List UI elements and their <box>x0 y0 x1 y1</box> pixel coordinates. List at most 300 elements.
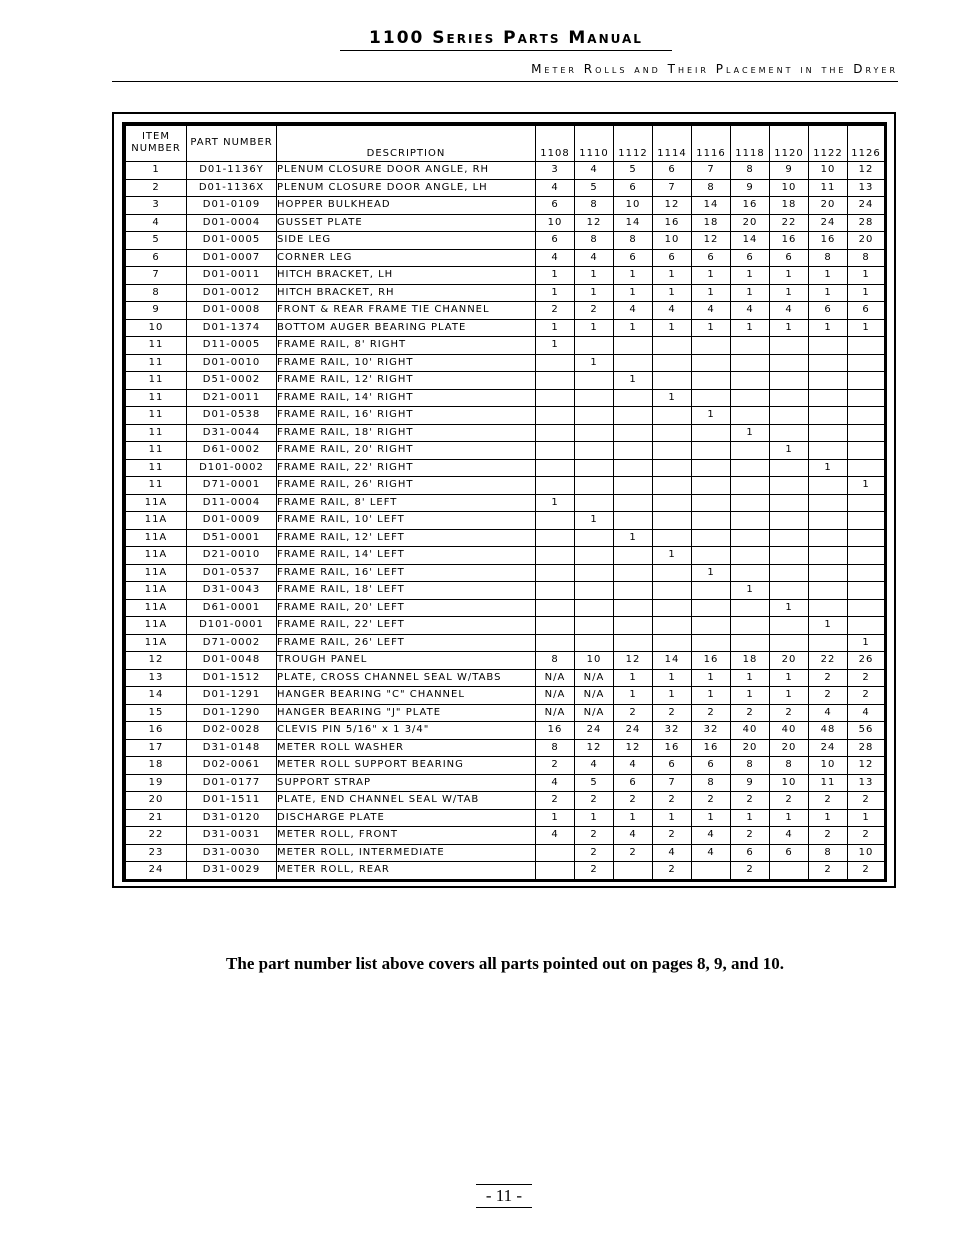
quantity-cell: 1 <box>692 319 731 337</box>
quantity-cell: 24 <box>809 214 848 232</box>
table-row <box>126 739 885 757</box>
quantity-cell: 2 <box>731 792 770 810</box>
part-number-cell: D71-0002 <box>187 634 277 652</box>
quantity-cell <box>536 407 575 425</box>
quantity-cell: 1 <box>653 809 692 827</box>
quantity-cell <box>536 372 575 390</box>
item-number-cell: 5 <box>126 232 187 250</box>
quantity-cell: 8 <box>536 652 575 670</box>
quantity-cell <box>614 389 653 407</box>
quantity-cell <box>614 424 653 442</box>
quantity-cell <box>809 512 848 530</box>
quantity-cell <box>809 424 848 442</box>
part-number-cell: D31-0044 <box>187 424 277 442</box>
item-number-cell: 17 <box>126 739 187 757</box>
quantity-cell <box>848 617 885 635</box>
quantity-cell: 3 <box>536 162 575 180</box>
item-number-cell: 11A <box>126 512 187 530</box>
quantity-cell <box>653 372 692 390</box>
quantity-cell: 1 <box>809 459 848 477</box>
quantity-cell: 20 <box>731 214 770 232</box>
quantity-cell <box>770 862 809 880</box>
quantity-cell: 1 <box>770 267 809 285</box>
quantity-cell: 4 <box>770 302 809 320</box>
quantity-cell <box>770 424 809 442</box>
quantity-cell <box>575 564 614 582</box>
quantity-cell <box>653 407 692 425</box>
quantity-cell <box>809 407 848 425</box>
description-cell: GUSSET PLATE <box>277 214 536 232</box>
quantity-cell: 4 <box>770 827 809 845</box>
quantity-cell: 1 <box>536 809 575 827</box>
quantity-cell <box>653 582 692 600</box>
quantity-cell <box>692 354 731 372</box>
table-row <box>126 197 885 215</box>
description-cell: CORNER LEG <box>277 249 536 267</box>
quantity-cell <box>575 442 614 460</box>
quantity-cell <box>809 477 848 495</box>
quantity-cell: 2 <box>653 862 692 880</box>
quantity-cell: 1 <box>731 809 770 827</box>
description-cell: PLATE, END CHANNEL SEAL W/TAB <box>277 792 536 810</box>
quantity-cell: 9 <box>770 162 809 180</box>
header-model: 1116 <box>692 126 731 162</box>
quantity-cell <box>848 442 885 460</box>
part-number-cell: D01-0109 <box>187 197 277 215</box>
quantity-cell: 20 <box>770 739 809 757</box>
table-row <box>126 179 885 197</box>
item-number-cell: 21 <box>126 809 187 827</box>
quantity-cell <box>614 442 653 460</box>
quantity-cell <box>575 372 614 390</box>
quantity-cell: 1 <box>809 809 848 827</box>
quantity-cell <box>575 582 614 600</box>
quantity-cell: N/A <box>575 669 614 687</box>
table-row <box>126 564 885 582</box>
part-number-cell: D01-0011 <box>187 267 277 285</box>
quantity-cell: 1 <box>536 267 575 285</box>
quantity-cell: 2 <box>575 827 614 845</box>
quantity-cell: 2 <box>575 862 614 880</box>
item-number-cell: 11A <box>126 529 187 547</box>
quantity-cell: 28 <box>848 739 885 757</box>
quantity-cell: 5 <box>614 162 653 180</box>
quantity-cell: 6 <box>731 249 770 267</box>
quantity-cell: 16 <box>731 197 770 215</box>
quantity-cell: 24 <box>848 197 885 215</box>
description-cell: SUPPORT STRAP <box>277 774 536 792</box>
quantity-cell: 6 <box>536 232 575 250</box>
header-model: 1118 <box>731 126 770 162</box>
quantity-cell <box>731 494 770 512</box>
table-row <box>126 582 885 600</box>
quantity-cell <box>731 372 770 390</box>
quantity-cell: 4 <box>653 844 692 862</box>
quantity-cell: 4 <box>692 844 731 862</box>
quantity-cell: 8 <box>614 232 653 250</box>
quantity-cell: 4 <box>614 757 653 775</box>
quantity-cell: 4 <box>536 774 575 792</box>
header-item-number <box>126 126 187 162</box>
table-row <box>126 249 885 267</box>
quantity-cell: 1 <box>848 319 885 337</box>
quantity-cell: 14 <box>653 652 692 670</box>
quantity-cell: 1 <box>536 337 575 355</box>
quantity-cell <box>614 354 653 372</box>
quantity-cell: 48 <box>809 722 848 740</box>
quantity-cell: 4 <box>536 249 575 267</box>
part-number-cell: D01-1136Y <box>187 162 277 180</box>
item-number-cell: 11 <box>126 424 187 442</box>
quantity-cell: 6 <box>770 249 809 267</box>
quantity-cell <box>809 494 848 512</box>
quantity-cell <box>848 389 885 407</box>
quantity-cell: 1 <box>575 319 614 337</box>
quantity-cell <box>848 407 885 425</box>
quantity-cell: 1 <box>653 319 692 337</box>
quantity-cell <box>536 582 575 600</box>
quantity-cell: 9 <box>731 179 770 197</box>
quantity-cell: 12 <box>575 214 614 232</box>
quantity-cell: 20 <box>731 739 770 757</box>
quantity-cell <box>770 529 809 547</box>
quantity-cell: 1 <box>692 809 731 827</box>
quantity-cell: 28 <box>848 214 885 232</box>
quantity-cell <box>848 494 885 512</box>
quantity-cell: 2 <box>848 827 885 845</box>
quantity-cell <box>692 459 731 477</box>
quantity-cell <box>731 407 770 425</box>
item-number-cell: 11A <box>126 494 187 512</box>
quantity-cell: 1 <box>536 494 575 512</box>
quantity-cell: 1 <box>809 284 848 302</box>
item-number-cell: 11 <box>126 337 187 355</box>
table-header-row <box>126 126 885 162</box>
table-row <box>126 844 885 862</box>
table-row <box>126 547 885 565</box>
quantity-cell <box>575 529 614 547</box>
quantity-cell: 1 <box>770 284 809 302</box>
part-number-cell: D31-0043 <box>187 582 277 600</box>
quantity-cell <box>536 617 575 635</box>
quantity-cell <box>575 634 614 652</box>
table-row <box>126 337 885 355</box>
quantity-cell: 1 <box>809 617 848 635</box>
quantity-cell: 18 <box>692 214 731 232</box>
quantity-cell <box>575 547 614 565</box>
quantity-cell: 16 <box>653 739 692 757</box>
description-cell: HANGER BEARING "J" PLATE <box>277 704 536 722</box>
quantity-cell: 6 <box>614 249 653 267</box>
quantity-cell <box>848 424 885 442</box>
quantity-cell: 4 <box>692 302 731 320</box>
quantity-cell: 2 <box>848 669 885 687</box>
table-row <box>126 424 885 442</box>
part-number-cell: D101-0001 <box>187 617 277 635</box>
item-number-cell: 11 <box>126 354 187 372</box>
quantity-cell: 6 <box>614 774 653 792</box>
item-number-cell: 11A <box>126 634 187 652</box>
item-number-cell: 2 <box>126 179 187 197</box>
quantity-cell <box>653 424 692 442</box>
quantity-cell: 13 <box>848 774 885 792</box>
item-number-cell: 11 <box>126 477 187 495</box>
page-title: 1100 Series Parts Manual <box>340 28 672 51</box>
quantity-cell: 8 <box>848 249 885 267</box>
description-cell: METER ROLL, FRONT <box>277 827 536 845</box>
quantity-cell: 1 <box>614 529 653 547</box>
quantity-cell <box>731 459 770 477</box>
item-number-cell: 22 <box>126 827 187 845</box>
quantity-cell: 2 <box>536 792 575 810</box>
quantity-cell <box>848 582 885 600</box>
table-row <box>126 827 885 845</box>
quantity-cell: 1 <box>536 284 575 302</box>
quantity-cell <box>848 547 885 565</box>
description-cell: METER ROLL, REAR <box>277 862 536 880</box>
description-cell: HANGER BEARING "C" CHANNEL <box>277 687 536 705</box>
quantity-cell: 1 <box>536 319 575 337</box>
quantity-cell: 8 <box>536 739 575 757</box>
quantity-cell: 10 <box>848 844 885 862</box>
quantity-cell <box>653 337 692 355</box>
description-cell: PLENUM CLOSURE DOOR ANGLE, RH <box>277 162 536 180</box>
table-row <box>126 757 885 775</box>
quantity-cell: 1 <box>614 284 653 302</box>
quantity-cell: 10 <box>614 197 653 215</box>
quantity-cell: 4 <box>614 827 653 845</box>
quantity-cell: 6 <box>692 249 731 267</box>
quantity-cell <box>692 442 731 460</box>
quantity-cell: 16 <box>692 652 731 670</box>
item-number-cell: 4 <box>126 214 187 232</box>
quantity-cell: 2 <box>809 792 848 810</box>
quantity-cell: 1 <box>770 319 809 337</box>
quantity-cell: 16 <box>653 214 692 232</box>
header-model: 1126 <box>848 126 885 162</box>
quantity-cell: 2 <box>653 792 692 810</box>
quantity-cell: 16 <box>692 739 731 757</box>
quantity-cell: 1 <box>614 372 653 390</box>
description-cell: FRAME RAIL, 26' RIGHT <box>277 477 536 495</box>
quantity-cell <box>731 354 770 372</box>
quantity-cell: 22 <box>770 214 809 232</box>
quantity-cell: 2 <box>692 704 731 722</box>
quantity-cell: 1 <box>614 319 653 337</box>
quantity-cell: 4 <box>575 162 614 180</box>
item-number-cell: 11A <box>126 564 187 582</box>
quantity-cell <box>848 459 885 477</box>
quantity-cell: 2 <box>536 757 575 775</box>
quantity-cell <box>692 337 731 355</box>
quantity-cell: 2 <box>614 792 653 810</box>
quantity-cell: 8 <box>770 757 809 775</box>
description-cell: DISCHARGE PLATE <box>277 809 536 827</box>
table-row <box>126 634 885 652</box>
part-number-cell: D31-0120 <box>187 809 277 827</box>
quantity-cell: 16 <box>770 232 809 250</box>
quantity-cell: 12 <box>692 232 731 250</box>
quantity-cell: 1 <box>653 267 692 285</box>
description-cell: FRAME RAIL, 18' RIGHT <box>277 424 536 442</box>
quantity-cell: 6 <box>536 197 575 215</box>
quantity-cell <box>809 599 848 617</box>
quantity-cell <box>614 512 653 530</box>
quantity-cell <box>770 389 809 407</box>
quantity-cell <box>614 862 653 880</box>
description-cell: FRAME RAIL, 12' LEFT <box>277 529 536 547</box>
part-number-cell: D51-0001 <box>187 529 277 547</box>
quantity-cell: 10 <box>809 757 848 775</box>
table-row <box>126 267 885 285</box>
part-number-cell: D01-0010 <box>187 354 277 372</box>
quantity-cell: 4 <box>575 249 614 267</box>
table-row <box>126 809 885 827</box>
description-cell: METER ROLL, INTERMEDIATE <box>277 844 536 862</box>
quantity-cell: 6 <box>653 162 692 180</box>
table-row <box>126 302 885 320</box>
description-cell: FRONT & REAR FRAME TIE CHANNEL <box>277 302 536 320</box>
quantity-cell: 2 <box>692 792 731 810</box>
part-number-cell: D01-1511 <box>187 792 277 810</box>
item-number-cell: 13 <box>126 669 187 687</box>
quantity-cell: 8 <box>692 179 731 197</box>
quantity-cell <box>731 617 770 635</box>
description-cell: TROUGH PANEL <box>277 652 536 670</box>
part-number-cell: D01-0537 <box>187 564 277 582</box>
quantity-cell: 8 <box>731 162 770 180</box>
quantity-cell <box>848 354 885 372</box>
quantity-cell: 1 <box>770 442 809 460</box>
quantity-cell: 40 <box>731 722 770 740</box>
item-number-cell: 11 <box>126 459 187 477</box>
item-number-cell: 11 <box>126 442 187 460</box>
table-row <box>126 774 885 792</box>
quantity-cell: 1 <box>653 687 692 705</box>
quantity-cell <box>614 582 653 600</box>
part-number-cell: D11-0004 <box>187 494 277 512</box>
quantity-cell: 2 <box>653 704 692 722</box>
table-row <box>126 529 885 547</box>
quantity-cell: 6 <box>692 757 731 775</box>
quantity-cell <box>692 424 731 442</box>
quantity-cell <box>536 844 575 862</box>
quantity-cell: 6 <box>809 302 848 320</box>
quantity-cell <box>692 617 731 635</box>
description-cell: FRAME RAIL, 12' RIGHT <box>277 372 536 390</box>
part-number-cell: D01-0538 <box>187 407 277 425</box>
header-item-number-label: ITEM NUMBER <box>131 131 181 154</box>
part-number-cell: D51-0002 <box>187 372 277 390</box>
quantity-cell <box>692 634 731 652</box>
quantity-cell: 4 <box>614 302 653 320</box>
quantity-cell <box>848 564 885 582</box>
quantity-cell <box>692 477 731 495</box>
part-number-cell: D01-1512 <box>187 669 277 687</box>
quantity-cell: 1 <box>614 669 653 687</box>
part-number-cell: D01-0177 <box>187 774 277 792</box>
quantity-cell <box>536 477 575 495</box>
table-row <box>126 512 885 530</box>
quantity-cell <box>653 459 692 477</box>
page-subtitle: Meter Rolls and Their Placement in the Dryer <box>112 62 898 82</box>
quantity-cell: 1 <box>614 687 653 705</box>
quantity-cell: 12 <box>848 162 885 180</box>
header-part-number: PART NUMBER <box>187 126 277 162</box>
quantity-cell: 32 <box>692 722 731 740</box>
quantity-cell: N/A <box>536 704 575 722</box>
quantity-cell <box>731 442 770 460</box>
quantity-cell: 8 <box>809 844 848 862</box>
quantity-cell <box>731 337 770 355</box>
quantity-cell: 11 <box>809 774 848 792</box>
quantity-cell: 18 <box>770 197 809 215</box>
description-cell: BOTTOM AUGER BEARING PLATE <box>277 319 536 337</box>
quantity-cell: 2 <box>770 704 809 722</box>
item-number-cell: 11A <box>126 617 187 635</box>
table-row <box>126 704 885 722</box>
quantity-cell <box>692 862 731 880</box>
quantity-cell: 10 <box>770 774 809 792</box>
quantity-cell <box>536 512 575 530</box>
quantity-cell: 1 <box>809 267 848 285</box>
quantity-cell <box>731 547 770 565</box>
quantity-cell: 26 <box>848 652 885 670</box>
quantity-cell: 7 <box>692 162 731 180</box>
quantity-cell <box>809 564 848 582</box>
part-number-cell: D61-0001 <box>187 599 277 617</box>
quantity-cell <box>692 494 731 512</box>
table-row <box>126 862 885 880</box>
description-cell: HITCH BRACKET, RH <box>277 284 536 302</box>
quantity-cell <box>614 459 653 477</box>
quantity-cell: 6 <box>731 844 770 862</box>
quantity-cell <box>848 372 885 390</box>
quantity-cell: 18 <box>731 652 770 670</box>
quantity-cell <box>770 547 809 565</box>
quantity-cell: 2 <box>809 827 848 845</box>
quantity-cell: 6 <box>770 844 809 862</box>
quantity-cell: 10 <box>536 214 575 232</box>
quantity-cell: 1 <box>692 267 731 285</box>
quantity-cell <box>536 459 575 477</box>
quantity-cell <box>692 599 731 617</box>
quantity-cell <box>809 582 848 600</box>
quantity-cell <box>614 494 653 512</box>
description-cell: FRAME RAIL, 22' LEFT <box>277 617 536 635</box>
quantity-cell: 13 <box>848 179 885 197</box>
description-cell: METER ROLL SUPPORT BEARING <box>277 757 536 775</box>
quantity-cell: 2 <box>731 827 770 845</box>
quantity-cell <box>536 547 575 565</box>
header-model: 1122 <box>809 126 848 162</box>
description-cell: PLENUM CLOSURE DOOR ANGLE, LH <box>277 179 536 197</box>
quantity-cell: 1 <box>692 564 731 582</box>
quantity-cell: 1 <box>575 512 614 530</box>
quantity-cell <box>731 634 770 652</box>
quantity-cell: 1 <box>731 284 770 302</box>
description-cell: FRAME RAIL, 20' RIGHT <box>277 442 536 460</box>
part-number-cell: D02-0061 <box>187 757 277 775</box>
quantity-cell <box>536 862 575 880</box>
item-number-cell: 12 <box>126 652 187 670</box>
quantity-cell <box>614 337 653 355</box>
quantity-cell: 24 <box>575 722 614 740</box>
table-row <box>126 319 885 337</box>
quantity-cell <box>809 354 848 372</box>
table-row <box>126 792 885 810</box>
quantity-cell: 22 <box>809 652 848 670</box>
